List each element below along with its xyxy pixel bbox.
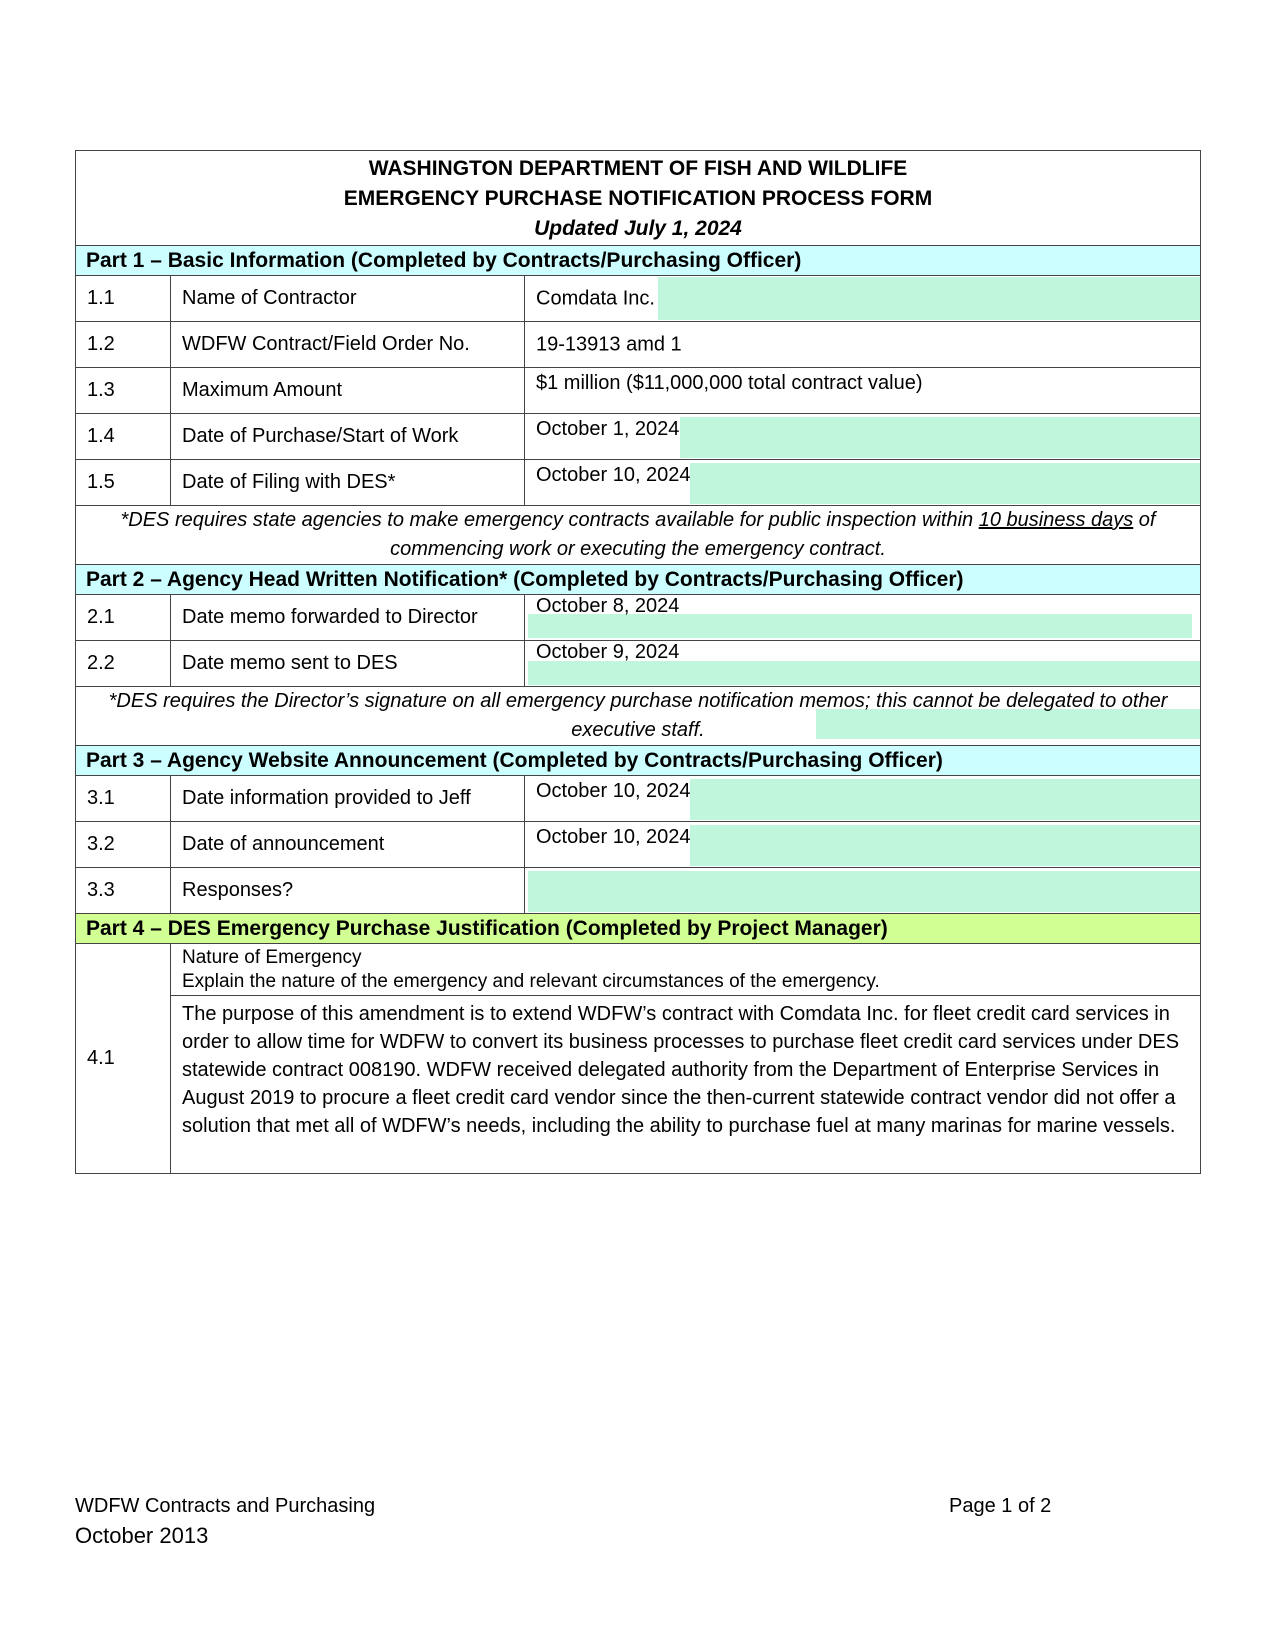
form-title: EMERGENCY PURCHASE NOTIFICATION PROCESS FORM	[343, 187, 933, 210]
row-label: Date of Filing with DES*	[171, 460, 525, 505]
row-label: Date of announcement	[171, 822, 525, 867]
row-label: Name of Contractor	[171, 276, 525, 321]
field-value: October 9, 2024	[536, 641, 680, 663]
footer-date: October 2013	[75, 1523, 209, 1548]
row-number: 2.2	[76, 641, 171, 686]
field-value: October 10, 2024	[536, 780, 691, 802]
field-value: October 8, 2024	[536, 595, 680, 617]
info-provided-date-field[interactable]	[525, 776, 1200, 821]
table-row	[76, 322, 1200, 368]
field-value: 19-13913 amd 1	[536, 333, 682, 355]
emergency-explanation-field[interactable]: The purpose of this amendment is to extend WDFW’s contract with Comdata Inc. for fleet credit card services in order to allow time for WDFW to convert its business processes to purchase fleet credit card services under DES statewide contract 008190. WDFW received delegated authority from the Department of Enterprise Services in August 2019 to procure a fleet credit card vendor since the then-current statewide contract vendor did not offer a solution that met all of WDFW’s needs, including the ability to purchase fuel at many marinas for marine vessels.	[182, 1003, 1180, 1137]
justification-cell	[171, 944, 1200, 1173]
note-emphasis: 10 business days	[978, 509, 1134, 531]
field-value: Comdata Inc.	[536, 287, 655, 309]
table-row	[76, 822, 1200, 868]
agency-name: WASHINGTON DEPARTMENT OF FISH AND WILDLIFE	[368, 157, 908, 180]
table-row	[76, 776, 1200, 822]
memo-sent-date-field[interactable]	[525, 641, 1200, 686]
table-row	[76, 460, 1200, 506]
updated-date: Updated July 1, 2024	[534, 217, 742, 240]
row-number: 1.5	[76, 460, 171, 505]
part3-header: Part 3 – Agency Website Announcement (Completed by Contracts/Purchasing Officer)	[76, 746, 1200, 776]
contract-number-field[interactable]	[525, 322, 1200, 367]
filing-date-field[interactable]	[525, 460, 1200, 505]
row-label: Date information provided to Jeff	[171, 776, 525, 821]
field-value: October 10, 2024	[536, 464, 691, 486]
part1-note	[76, 506, 1200, 565]
note-text: of commencing work or executing the emergency contract.	[390, 509, 1156, 560]
page-number: Page 1 of 2	[949, 1495, 1052, 1517]
row-label: WDFW Contract/Field Order No.	[171, 322, 525, 367]
row-label: Responses?	[171, 868, 525, 913]
field-value: $1 million ($11,000,000 total contract value)	[536, 372, 923, 394]
part2-note	[76, 687, 1200, 746]
purchase-date-field[interactable]	[525, 414, 1200, 459]
row-number: 4.1	[76, 944, 171, 1173]
row-label: Date memo forwarded to Director	[171, 595, 525, 640]
part2-header: Part 2 – Agency Head Written Notification* (Completed by Contracts/Purchasing Officer)	[76, 565, 1200, 595]
row-label: Date memo sent to DES	[171, 641, 525, 686]
table-row	[76, 868, 1200, 914]
row-number: 3.2	[76, 822, 171, 867]
nature-instruction: Explain the nature of the emergency and relevant circumstances of the emergency.	[182, 971, 880, 992]
form-header	[76, 151, 1200, 246]
row-number: 2.1	[76, 595, 171, 640]
memo-forwarded-date-field[interactable]	[525, 595, 1200, 640]
contractor-name-field[interactable]	[525, 276, 1200, 321]
emergency-purchase-form	[75, 150, 1201, 1174]
row-label: Maximum Amount	[171, 368, 525, 413]
row-number: 1.3	[76, 368, 171, 413]
nature-title: Nature of Emergency	[182, 947, 362, 968]
table-row	[76, 368, 1200, 414]
part4-header: Part 4 – DES Emergency Purchase Justification (Completed by Project Manager)	[76, 914, 1200, 944]
footer-org: WDFW Contracts and Purchasing	[75, 1495, 376, 1517]
note-text: *DES requires the Director’s signature on all emergency purchase notification memos; this cannot be delegated to other executive staff.	[108, 690, 1168, 741]
table-row	[76, 414, 1200, 460]
maximum-amount-field[interactable]	[525, 368, 1200, 413]
row-number: 1.4	[76, 414, 171, 459]
row-number: 3.1	[76, 776, 171, 821]
row-number: 3.3	[76, 868, 171, 913]
table-row	[76, 944, 1200, 1173]
row-number: 1.1	[76, 276, 171, 321]
field-value: October 10, 2024	[536, 826, 691, 848]
announcement-date-field[interactable]	[525, 822, 1200, 867]
note-text: *DES requires state agencies to make emergency contracts available for public inspection within	[120, 509, 979, 531]
part1-header: Part 1 – Basic Information (Completed by Contracts/Purchasing Officer)	[76, 246, 1200, 276]
table-row	[76, 276, 1200, 322]
field-value: October 1, 2024	[536, 418, 680, 440]
responses-field[interactable]	[525, 868, 1200, 913]
row-label: Date of Purchase/Start of Work	[171, 414, 525, 459]
row-number: 1.2	[76, 322, 171, 367]
nature-of-emergency-heading	[171, 944, 1200, 996]
table-row	[76, 641, 1200, 687]
table-row	[76, 595, 1200, 641]
